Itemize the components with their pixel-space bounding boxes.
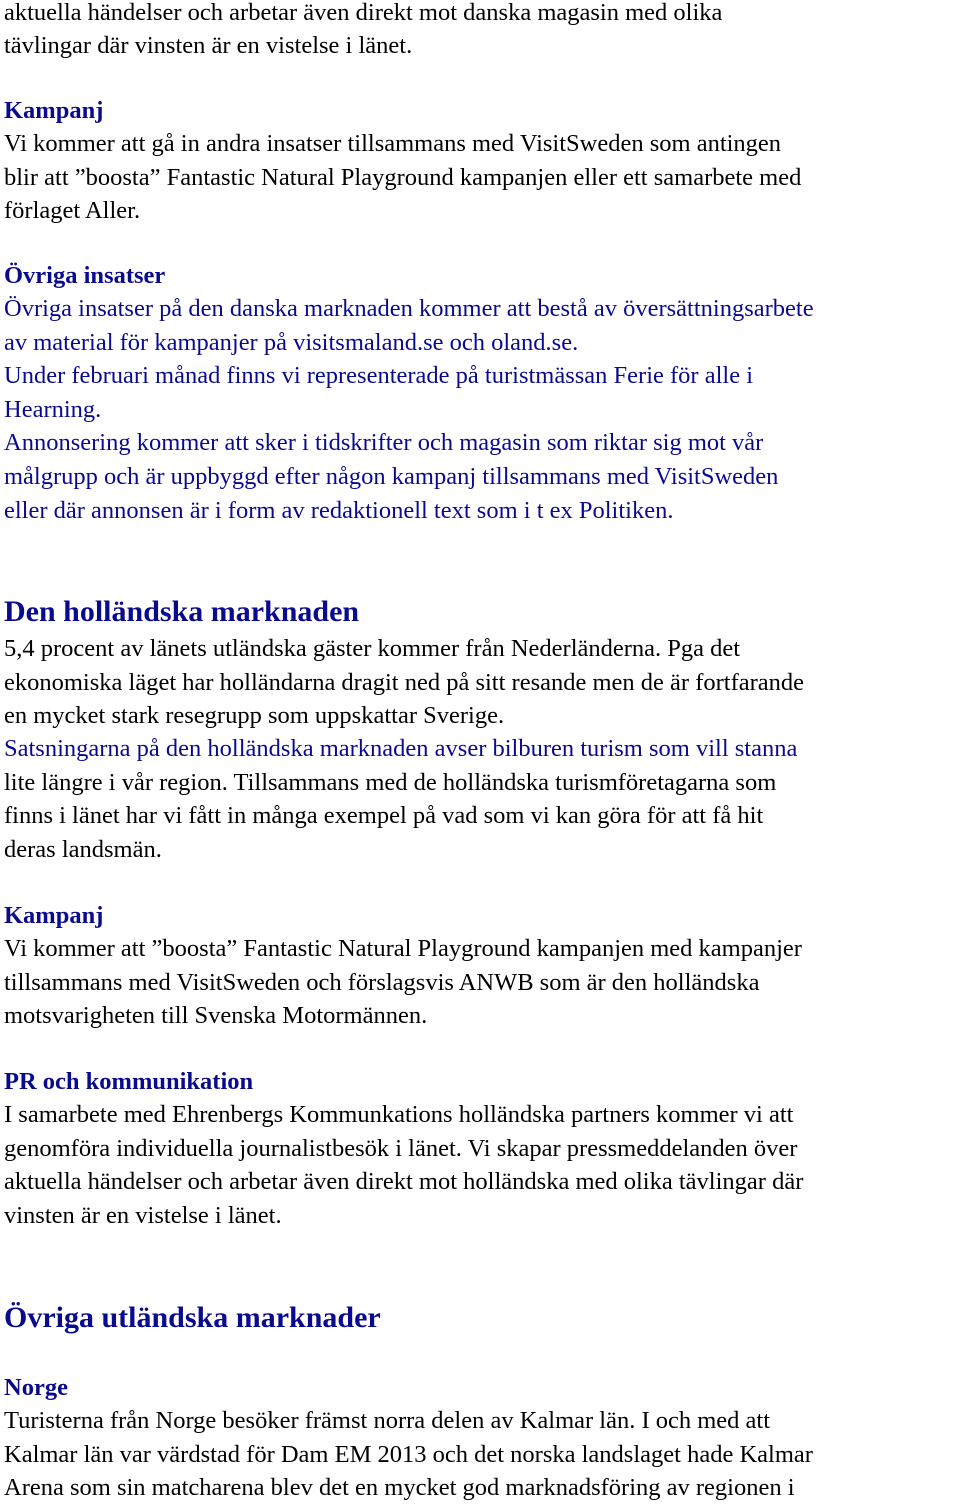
paragraph-line: ekonomiska läget har holländarna dragit ned på sitt resande men de är fortfarande — [4, 669, 805, 696]
paragraph-line: motsvarigheten till Svenska Motormännen. — [4, 1002, 428, 1029]
paragraph-line: en mycket stark resegrupp som uppskattar Sverige. — [4, 702, 505, 729]
subheading-kampanj: Kampanj — [4, 902, 104, 929]
paragraph-line: I samarbete med Ehrenbergs Kommunkations holländska partners kommer vi att — [4, 1101, 794, 1128]
paragraph-line: aktuella händelser och arbetar även direkt mot holländska med olika tävlingar där — [4, 1168, 804, 1195]
paragraph-line: Vi kommer att ”boosta” Fantastic Natural Playground kampanjen med kampanjer — [4, 935, 802, 962]
paragraph-line: Annonsering kommer att sker i tidskrifter och magasin som riktar sig mot vår — [4, 429, 764, 456]
subheading-pr-och-kommunikation: PR och kommunikation — [4, 1068, 254, 1095]
paragraph-line: tävlingar där vinsten är en vistelse i länet. — [4, 32, 413, 59]
heading-hollandska-marknaden: Den holländska marknaden — [4, 595, 360, 628]
paragraph-line: eller där annonsen är i form av redaktionell text som i t ex Politiken. — [4, 497, 674, 524]
subheading-ovriga-insatser: Övriga insatser — [4, 262, 166, 289]
subheading-norge: Norge — [4, 1374, 68, 1401]
paragraph-line: Hearning. — [4, 396, 102, 423]
paragraph-line: Under februari månad finns vi representerade på turistmässan Ferie för alle i — [4, 362, 753, 389]
paragraph-line: deras landsmän. — [4, 836, 162, 863]
paragraph-line: vinsten är en vistelse i länet. — [4, 1202, 282, 1229]
paragraph-line: Kalmar län var värdstad för Dam EM 2013 och det norska landslaget hade Kalmar — [4, 1441, 813, 1468]
paragraph-line: lite längre i vår region. Tillsammans med de holländska turismföretagarna som — [4, 769, 777, 796]
paragraph-line: tillsammans med VisitSweden och förslagsvis ANWB som är den holländska — [4, 969, 760, 996]
paragraph-line: av material för kampanjer på visitsmaland.se och oland.se. — [4, 329, 579, 356]
paragraph-line: blir att ”boosta” Fantastic Natural Playground kampanjen eller ett samarbete med — [4, 164, 802, 191]
subheading-kampanj: Kampanj — [4, 97, 104, 124]
paragraph-line: finns i länet har vi fått in många exempel på vad som vi kan göra för att få hit — [4, 802, 764, 829]
paragraph-line: målgrupp och är uppbyggd efter någon kampanj tillsammans med VisitSweden — [4, 463, 779, 490]
heading-ovriga-utlandska-marknader: Övriga utländska marknader — [4, 1301, 381, 1334]
paragraph-line: Övriga insatser på den danska marknaden kommer att bestå av översättningsarbete — [4, 295, 814, 322]
paragraph-line: Turisterna från Norge besöker främst norra delen av Kalmar län. I och med att — [4, 1407, 771, 1434]
paragraph-line: Satsningarna på den holländska marknaden avser bilburen turism som vill stanna — [4, 735, 798, 762]
paragraph-line: genomföra individuella journalistbesök i länet. Vi skapar pressmeddelanden över — [4, 1135, 798, 1162]
paragraph-line: förlaget Aller. — [4, 197, 141, 224]
paragraph-line: Vi kommer att gå in andra insatser tillsammans med VisitSweden som antingen — [4, 130, 782, 157]
paragraph-line: aktuella händelser och arbetar även direkt mot danska magasin med olika — [4, 0, 723, 26]
paragraph-line: 5,4 procent av länets utländska gäster kommer från Nederländerna. Pga det — [4, 635, 741, 662]
paragraph-line: Arena som sin matcharena blev det en mycket god marknadsföring av regionen i — [4, 1474, 795, 1501]
